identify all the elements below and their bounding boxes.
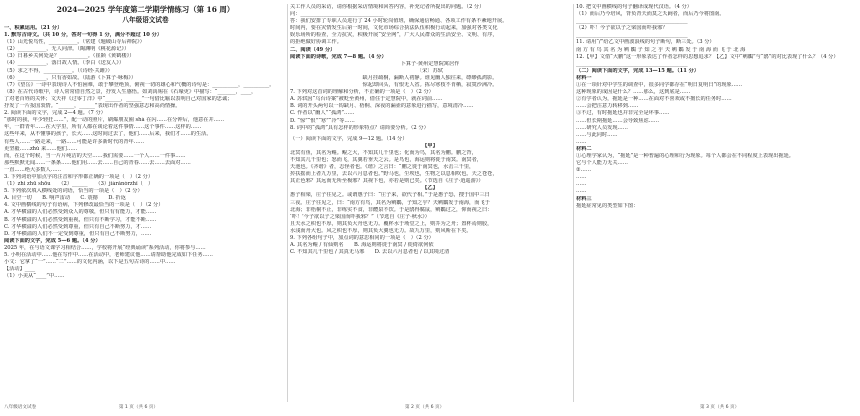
text-line: 南 方 有 鸟 其 名 为 鹓 鶵 子 知 之 乎 夫 鹓 鶵 发 于 南 海 而 飞 于 北 海 — [576, 46, 746, 53]
text-line: 问：________________________________ — [290, 11, 384, 18]
page-column-1 — [4, 4, 287, 402]
text-line: 的拒绝做好协调工作。 — [290, 39, 342, 46]
text-line: …… — [576, 138, 587, 145]
text-line: 这种现象的成因是什么？……那么，这到底是…… — [576, 89, 691, 96]
text-line: ①在一项针对中学生的调查中，很多同学都存在“明日复明日”的现象…… — [576, 82, 743, 89]
text-line: （1）zhǐ zhū shōu （2）______ （3）jiàrǎnòrzhǐ（ ） — [4, 181, 154, 188]
text-line: 天池也。《齐谐》者，志怪者也。《谐》之言曰：“鹏之徙于南冥也，水击三千里， — [290, 164, 475, 171]
text-line: 材料二 — [576, 145, 592, 152]
classical-questions — [290, 235, 570, 256]
text-line: 而，在这个时候，当一片片纯洁的天空……我们需要……一个人……一件事…… — [4, 152, 186, 159]
text-line: 2025 年，在与语文课学习相结合……，学校将开展“经典诵读”系列活动，你将参与…… — [4, 244, 206, 251]
page-footer-1: 八年级语文试卷 第 1 页（共 6 页） — [4, 405, 159, 410]
text-line: 它与个人能力无关…… — [576, 160, 628, 167]
poem-instruction: 阅读下面的诗歌，完成 7—8 题。（4 分） — [290, 53, 387, 60]
text-line: 那些默默无闻……一条条……他们用……去……自己的青春……去……去面对…… — [4, 159, 191, 166]
column-divider — [573, 4, 574, 402]
text-line: ……但长期拖延……会导致焦虑…… — [576, 117, 660, 124]
text-line: （二）阅读下面的文字，完成 13—15 题。（11 分） — [576, 67, 700, 74]
passage-jia-label: 【甲】 — [422, 142, 438, 149]
exam-subtitle: 八年级语文试卷 — [122, 16, 169, 24]
classical-reading-header: （一）阅读下面的文字，完成 9—12 题。（14 分） — [290, 135, 408, 142]
text-line: 5. 小明在活动中……他在写作中……在活动中，老师建议他……请帮助他完成如下任务…… — [4, 252, 213, 258]
text-line: 北海；非梧桐不止，非练实不食，非醴泉不饮。于是鸱得腐鼠，鹓鶵过之，仰而视之曰： — [290, 206, 493, 213]
text-line: B. 才华横溢的人们必然受到重视，但只有不断学习，才能不断…… — [4, 216, 157, 223]
text-line: 7. 下列对这首词的理解和分析，不正确的一项是（ ）（2 分） — [290, 89, 434, 96]
text-line: 12.【甲】文借“大鹏”这一形象表达了作者怎样的思想追求？【乙】文中“鹓鶵”与“鸱”的对比表现了什么？（4 分） — [576, 53, 839, 60]
text-line: 3. 下列词语中加点字的注音和字形都正确的一项是（ ）（2 分） — [4, 173, 154, 180]
text-line: 水浅而舟大也。风之积也不厚，则其负大翼也无力。故九万里，则风斯在下矣。 — [290, 227, 472, 234]
column-1-text — [4, 25, 287, 280]
text-line: A. 目空一切 B. 响声雷动 C. 震撼 D. 折返 — [4, 195, 126, 202]
text-line: （1）而后乃今培风，背负青天而莫之夭阏者，而后乃今将图南。 — [576, 11, 725, 18]
text-line: 这些年来，从不懂事的孩子，长大……这时间过去了，他们……后来，我们才……的生活。 — [4, 131, 212, 138]
text-line: 且夫水之积也不厚，则其负大舟也无力。覆杯水于坳堂之上，则芥为之舟；置杯焉则胶， — [290, 220, 493, 227]
text-line: 三夜。庄子往见之，曰：“南方有鸟，其名为鹓鶵，子知之乎？夫鹓鶵发于南海，而飞于 — [290, 199, 490, 206]
exam-title: 2024—2025 学年度第二学期学情练习（第 16 周） — [56, 5, 235, 14]
section-heading: 二、阅读（49 分） — [290, 46, 336, 53]
text-line: 时间内，要在灾情发生后第一时间，文化市场综合执法队伍积极行动起来，加强对各类文化 — [290, 25, 498, 32]
text-line: 年，一群青年……在大学里，所有人都在谈论着这件事情……这个事件……这样的…… — [4, 124, 202, 131]
text-line: 抒发了一片报国衷情。“______，______”表现出作者的坚强意志和高尚情操。 — [4, 103, 181, 110]
text-line: 1. 默写古诗文。（共 10 分，答对一句得 1 分，满分不超过 10 分） — [4, 32, 163, 39]
poem-questions — [290, 89, 570, 132]
text-line: ②有学者认为，拖延是一种……在面对不喜欢或不擅长的任务时…… — [576, 96, 732, 103]
text-line: （1）山光悦鸟性，___________。（常建《题破山寺后禅院》） — [4, 39, 145, 46]
text-line: 抟扶摇而上者九万里，去以六月息者也。”野马也，尘埃也，生物之以息相吹也。天之苍苍， — [290, 171, 498, 178]
text-line: ①心理学家认为，“拖延”是一种普遍的心理和行为现象。每个人都会在不同程度上表现出拖延。 — [576, 152, 794, 159]
passage-jia — [290, 150, 570, 185]
text-line: D. “惊”“恨”“寒”“冷”等…… — [290, 117, 355, 124]
text-line: 答：我们安排了专职人员进行了 24 小时轮岗值班，确保通信畅通、各项工作有条不紊地开展。 — [290, 18, 508, 25]
text-line: 北冥有鱼，其名为鲲。鲲之大，不知其几千里也；化而为鸟，其名为鹏。鹏之背， — [290, 149, 477, 156]
text-line: …… — [576, 188, 587, 195]
text-line: D. 才华横溢的人们不一定受到尊重，但只有自己不断努力，…… — [4, 230, 152, 237]
text-line: （8）在古代诗歌中，诗人常常借自然之景，抒发人生感悟。如刘禹锡在《石壕吏》中描写：“_______，____， — [4, 88, 257, 95]
poem-body — [290, 75, 570, 89]
text-line: A. 苏轼因“乌台诗案”被贬至黄州，借住于定慧院中，就在词前…… — [290, 96, 443, 103]
text-line: A. 才华横溢的人们必然受到众人的尊敬，但只有有能力，才能…… — [4, 209, 157, 216]
text-line: （1）小美从“____”中…… — [4, 273, 65, 280]
text-line: （6）___________，只有香如故。（陆游《卜算子·咏梅》） — [4, 74, 137, 81]
text-line: A. 其名为鲲 / 有仙则名 B. 海运则将徙于南冥 / 徙倚欲何依 — [290, 242, 434, 249]
text-line: C. 不知其几千里也 / 其真无马邪 D. 去以六月息者也 / 以其境过清 — [290, 249, 450, 256]
poem-title: 卜算子·黄州定慧院寓居作 — [400, 60, 460, 67]
text-line: ___________________________________________ — [576, 60, 688, 67]
text-line: 其正色邪？其远而无所至极邪？其视下也，亦若是则已矣。（节选自《庄子·逍遥游》） — [290, 178, 484, 185]
text-line: 8. 词中的“孤鸿”具有怎样的形象特点？请简要分析。（2 分） — [290, 124, 429, 131]
passage-yi-label: 【乙】 — [422, 185, 438, 192]
text-line: 11. 请用“/”给乙文中画波浪线的句子断句，断三处。（3 分） — [576, 39, 715, 46]
text-line: ___________________________________________ — [576, 18, 688, 25]
page-footer-2: 第 2 页（共 6 页） — [405, 405, 445, 410]
text-line: （7）《望岳》一诗中表现诗人不怕困难，敢于攀登绝顶，俯视一切的雄心和气概的诗句是：__________，__________。 — [4, 81, 275, 88]
page-column-2 — [290, 4, 570, 402]
column-3-text — [576, 4, 856, 210]
text-line: 2. 阅读下面的文字，完成 2—4 题。（7 分） — [4, 110, 106, 117]
text-line: 不知其几千里也；怒而飞，其翼若垂天之云。是鸟也，海运则将徙于南冥。南冥者， — [290, 156, 482, 163]
text-line: 材料三 — [576, 195, 592, 202]
text-line: 有些人……一路走来，一路……可能是许多新时代的青年…… — [4, 138, 145, 145]
text-line: 惊起却回头，有恨无人省。拣尽寒枝不肯栖，寂寞沙洲冷。 — [362, 82, 498, 89]
column-divider — [287, 4, 288, 402]
text-line: 材料一 — [576, 74, 592, 81]
text-line: 【活动】____ — [4, 266, 36, 273]
text-line: 4. 文中画横线的句子有语病，下列修改最恰当的一项是（ ）（2 分） — [4, 202, 164, 209]
text-line: 娱乐场所的检查，全力抗灾，积极开展“安全网”，广大人民群众的生活安全、文明、有序， — [290, 32, 498, 39]
text-line: 10. 把文中画横线的句子翻译成现代汉语。（4 分） — [576, 4, 692, 10]
text-line: ……与此同时…… — [576, 131, 618, 138]
text-line: 5. 下列依次填入横线处的词语，恰当的一项是（ ）（2 分） — [4, 188, 143, 195]
text-line: C. 作者以“幽人”“孤鸿”…… — [290, 110, 355, 117]
text-line: 关工作人员的采访，请你根据采访情境和回答内容，补充记者所提出的问题。（2 分） — [290, 4, 485, 10]
page-column-3 — [576, 4, 856, 402]
interview-question-text — [290, 4, 570, 47]
text-line: （2）___________，无人问津。（陶渊明《桃花源记》） — [4, 46, 130, 53]
text-line: 缺月挂疏桐，漏断人初静。谁见幽人独往来，缥缈孤鸿影。 — [362, 74, 498, 81]
text-line: B. 词的开头两句以一钩缺月、梧桐、深夜的漏壶的意象进行描写，意境清冷…… — [290, 103, 474, 110]
text-line: ……会把注意力转移到…… — [576, 103, 639, 110]
text-line: 一直……绝大多数人…… — [4, 166, 62, 173]
text-line: ②…… — [576, 167, 592, 174]
text-line: （4）___________，落日故人情。（李白《送友人》） — [4, 60, 125, 67]
poem-author: 〔宋〕苏轼 — [417, 67, 443, 74]
passage-yi — [290, 192, 570, 235]
text-line: “那时的我，年少轻狂……”，配一动的照片，刷爆朋友圈 shà 在闪……在分钟后，他意在并…… — [4, 117, 225, 124]
text-line: ③不过，有时拖延也并非完全是坏事…… — [576, 110, 670, 117]
text-line: 了对老百姓的关怀；文天祥《过零丁洋》中“______，______”一句借比喻以表明自己对国家的忠诚； — [4, 95, 233, 102]
text-line: （3）日暮乡关何处是？___________。（崔颢《黄鹤楼》） — [4, 53, 135, 60]
text-line: （2）吓！今子欲以子之梁国而吓我邪？ — [576, 25, 668, 32]
text-line: …… — [576, 181, 587, 188]
text-line: …… — [576, 174, 587, 181]
text-line: （5）求之不得，___________。（《诗经·关雎》） — [4, 67, 113, 74]
text-line: 一、积累运用。（21 分） — [4, 25, 63, 31]
text-line: 小文：它拿了“一”……“二”……的文化内涵，以下是五句古诗的……中…… — [4, 259, 176, 266]
text-line: 拖延症常见的类型如下图： — [576, 202, 639, 209]
text-line: 更坚毅……zhǔ 来……他们…… — [4, 145, 78, 152]
text-line: ‘吓！’今子欲以子之梁国而吓我邪？”（节选自《庄子·秋水》） — [290, 213, 430, 220]
text-line: C. 才华横溢的人们必然受到尊重，但只有自己不断努力，才…… — [4, 223, 152, 230]
page-footer-3: 第 3 页（共 6 页） — [700, 405, 740, 410]
text-line: 惠子相梁，庄子往见之。或谓惠子曰：“庄子来，欲代子相。”于是惠子恐，搜于国中三日 — [290, 192, 490, 199]
text-line: 阅读下面的文字，完成 5—6 题。（4 分） — [4, 237, 101, 244]
text-line: ……研究人员发现…… — [576, 124, 628, 131]
text-line: ___________________________________________ — [576, 32, 688, 39]
text-line: 9. 下列各组句子中，加点词的意思相同的一项是（ ）（2 分） — [290, 235, 434, 241]
